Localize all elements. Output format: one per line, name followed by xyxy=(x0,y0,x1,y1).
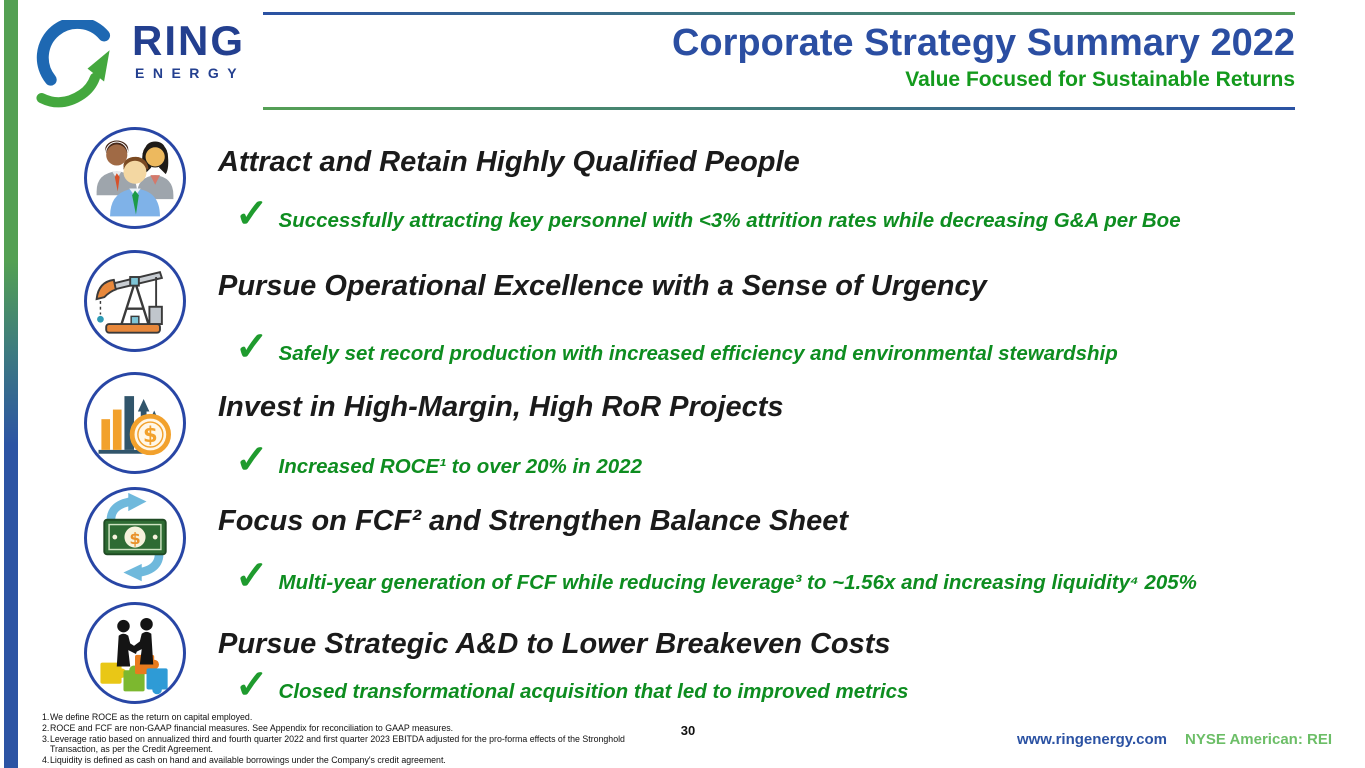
achievement-text: Multi-year generation of FCF while reducing leverage³ to ~1.56x and increasing liquidity⁴ 205% xyxy=(278,571,1197,594)
footnote-number: 1. xyxy=(42,712,50,722)
footnote-1 xyxy=(30,712,642,723)
team-people-icon xyxy=(84,127,186,229)
svg-text:$: $ xyxy=(129,528,141,548)
header-bottom-rule xyxy=(263,107,1295,110)
strategy-bullet-people xyxy=(235,194,1181,234)
footnote-4 xyxy=(30,755,642,766)
left-gradient-bar xyxy=(4,0,18,768)
strategy-bullet-ad xyxy=(235,665,908,705)
strategy-heading-operations: Pursue Operational Excellence with a Sense of Urgency xyxy=(218,270,987,302)
strategy-heading-ad: Pursue Strategic A&D to Lower Breakeven Costs xyxy=(218,628,891,660)
slide-title: Corporate Strategy Summary 2022 xyxy=(671,22,1295,64)
footnote-text: ROCE and FCF are non-GAAP financial measures. See Appendix for reconciliation to GAAP measures. xyxy=(50,722,454,733)
header-top-rule xyxy=(263,12,1295,15)
checkmark-icon: ✓ xyxy=(235,663,269,707)
strategy-heading-fcf: Focus on FCF² and Strengthen Balance Sheet xyxy=(218,505,849,537)
stock-ticker: NYSE American: REI xyxy=(1185,731,1332,748)
handshake-puzzle-icon xyxy=(84,602,186,704)
achievement-text: Closed transformational acquisition that led to improved metrics xyxy=(278,680,909,703)
strategy-bullet-operations xyxy=(235,327,1118,367)
logo-tagline: ENERGY xyxy=(135,65,246,81)
page-number: 30 xyxy=(680,723,696,738)
company-logo xyxy=(36,17,246,113)
logo-name: RING xyxy=(132,17,245,64)
footnote-3 xyxy=(30,734,642,756)
header xyxy=(263,22,1295,91)
footnote-text: We define ROCE as the return on capital employed. xyxy=(50,712,253,722)
footnote-2 xyxy=(30,723,642,734)
achievement-text: Increased ROCE¹ to over 20% in 2022 xyxy=(278,455,642,478)
footnote-text: Liquidity is defined as cash on hand and available borrowings under the Company's credit agreement. xyxy=(50,755,446,766)
checkmark-icon: ✓ xyxy=(235,438,269,482)
strategy-bullet-invest xyxy=(235,440,642,480)
ring-energy-swoosh-icon xyxy=(36,20,128,113)
checkmark-icon: ✓ xyxy=(235,554,269,598)
bar-chart-dollar-icon xyxy=(84,372,186,474)
strategy-bullet-fcf xyxy=(235,556,1197,596)
footnote-number: 2. xyxy=(42,722,50,733)
footnote-number: 3. xyxy=(42,733,50,744)
strategy-heading-people: Attract and Retain Highly Qualified People xyxy=(218,146,800,178)
footnote-number: 4. xyxy=(42,755,50,766)
achievement-text: Safely set record production with increased efficiency and environmental stewardship xyxy=(278,342,1118,365)
svg-text:$: $ xyxy=(143,422,158,448)
footnote-text: Leverage ratio based on annualized third and fourth quarter 2022 and first quarter 2023 EBITDA adjusted for the pro-forma effects of the Stronghold Transaction, as per the Credit Agreement. xyxy=(50,733,625,755)
achievement-text: Successfully attracting key personnel with <3% attrition rates while decreasing G&A per Boe xyxy=(278,209,1181,232)
checkmark-icon: ✓ xyxy=(235,192,269,236)
footnotes xyxy=(30,712,642,766)
company-website: www.ringenergy.com xyxy=(1016,731,1167,748)
checkmark-icon: ✓ xyxy=(235,325,269,369)
slide-subtitle: Value Focused for Sustainable Returns xyxy=(905,67,1295,91)
strategy-heading-invest: Invest in High-Margin, High RoR Projects xyxy=(218,391,784,423)
cash-cycle-icon xyxy=(84,487,186,589)
oil-pumpjack-icon xyxy=(84,250,186,352)
footer-right xyxy=(1017,731,1332,748)
logo-text xyxy=(132,17,246,81)
